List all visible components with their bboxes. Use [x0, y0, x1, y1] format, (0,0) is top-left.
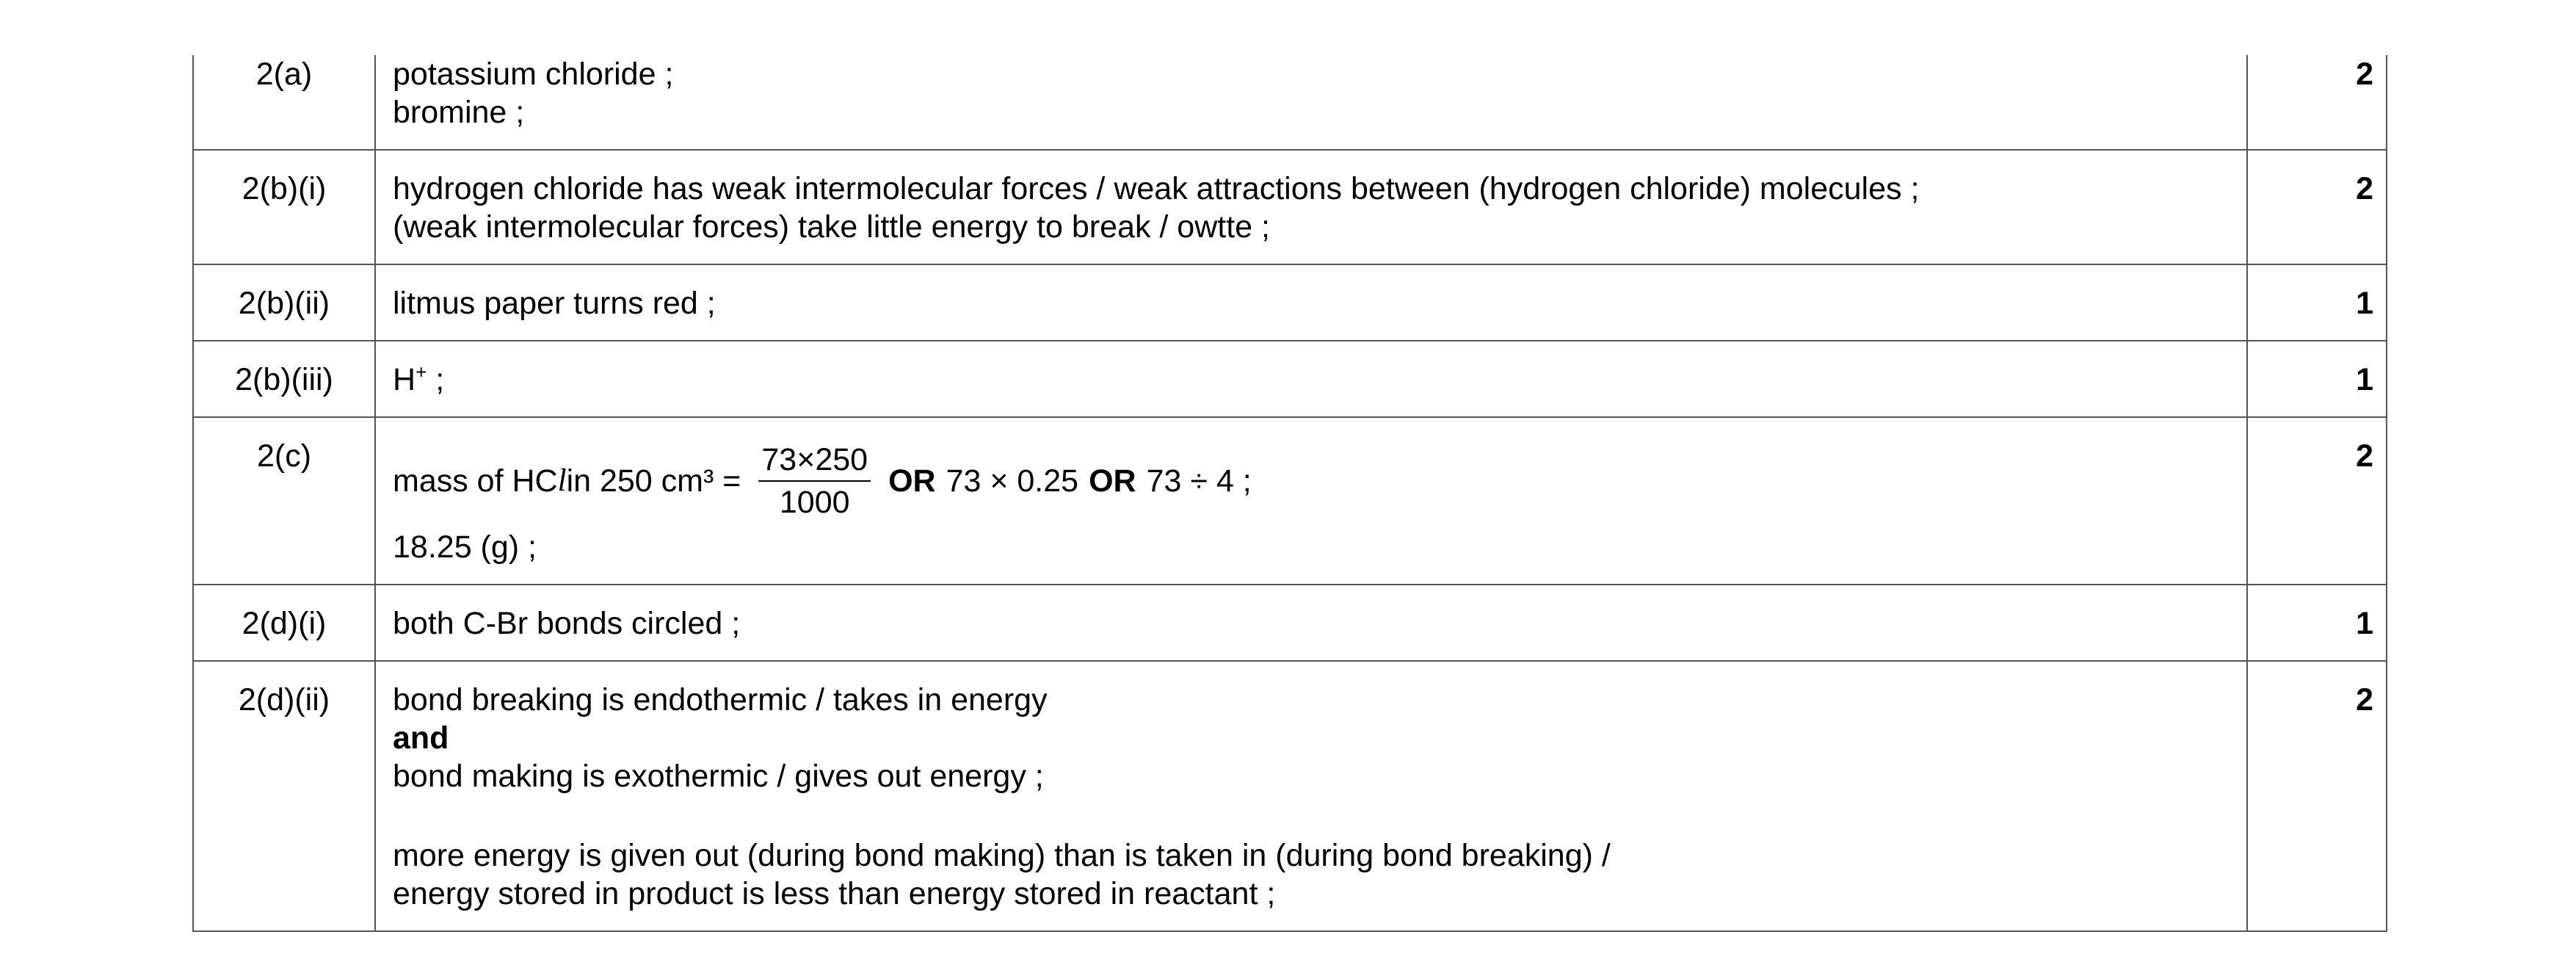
answer-cell [375, 150, 2247, 264]
answer-cell [375, 55, 2247, 150]
marks-cell: 1 [2247, 585, 2387, 661]
calc-prefix: mass of HC [393, 463, 558, 499]
table-row [193, 341, 2387, 417]
answer-line: bond breaking is endothermic / takes in energy [393, 682, 1048, 717]
alt-expression: 73 × 0.25 [946, 463, 1079, 499]
ion-charge: + [416, 361, 427, 383]
and-keyword: and [393, 720, 449, 756]
question-number: 2(d)(ii) [193, 661, 375, 931]
marks-cell: 2 [2247, 150, 2387, 264]
marks-cell: 1 [2247, 264, 2387, 341]
answer-cell [375, 661, 2247, 931]
fraction-denominator: 1000 [779, 485, 850, 520]
question-number: 2(b)(i) [193, 150, 375, 264]
mark-scheme-table [192, 55, 2387, 932]
answer-line: potassium chloride ; [393, 57, 674, 92]
question-number: 2(b)(ii) [193, 264, 375, 341]
question-number: 2(c) [193, 417, 375, 585]
answer-cell [375, 264, 2247, 341]
marks-cell: 2 [2247, 55, 2387, 150]
marks-cell: 2 [2247, 417, 2387, 585]
table-row [193, 264, 2387, 341]
answer-line: bond making is exothermic / gives out energy ; [393, 759, 1044, 794]
alt-expression: 73 ÷ 4 ; [1146, 463, 1252, 499]
or-keyword: OR [1089, 463, 1136, 499]
answer-cell [375, 585, 2247, 661]
table-row [193, 55, 2387, 150]
answer-line: 18.25 (g) ; [393, 529, 537, 565]
calc-mid: in 250 cm³ = [566, 463, 741, 499]
answer-line: more energy is given out (during bond making) than is taken in (during bond breaking) / [393, 838, 1611, 873]
table-row [193, 585, 2387, 661]
answer-line: both C-Br bonds circled ; [393, 606, 741, 641]
table-row [193, 150, 2387, 264]
fraction-numerator: 73×250 [758, 441, 871, 482]
question-number: 2(a) [193, 55, 375, 150]
table-row [193, 661, 2387, 931]
or-keyword: OR [888, 463, 936, 499]
question-number: 2(d)(i) [193, 585, 375, 661]
ion-symbol: H [393, 362, 416, 397]
answer-line: bromine ; [393, 95, 525, 130]
answer-line: energy stored in product is less than energy stored in reactant ; [393, 876, 1276, 911]
calc-italic-l: l [557, 463, 567, 498]
answer-line: hydrogen chloride has weak intermolecular forces / weak attractions between (hydrogen chloride) molecules ; [393, 171, 1920, 206]
calculation-line [393, 434, 2232, 528]
answer-line [393, 361, 2232, 399]
answer-cell [375, 341, 2247, 417]
answer-tail: ; [427, 362, 445, 397]
table-row [193, 417, 2387, 585]
answer-line: litmus paper turns red ; [393, 286, 716, 321]
marks-cell: 2 [2247, 661, 2387, 931]
marks-cell: 1 [2247, 341, 2387, 417]
answer-line: (weak intermolecular forces) take little energy to break / owtte ; [393, 209, 1270, 245]
fraction [758, 441, 871, 521]
question-number: 2(b)(iii) [193, 341, 375, 417]
answer-cell [375, 417, 2247, 585]
